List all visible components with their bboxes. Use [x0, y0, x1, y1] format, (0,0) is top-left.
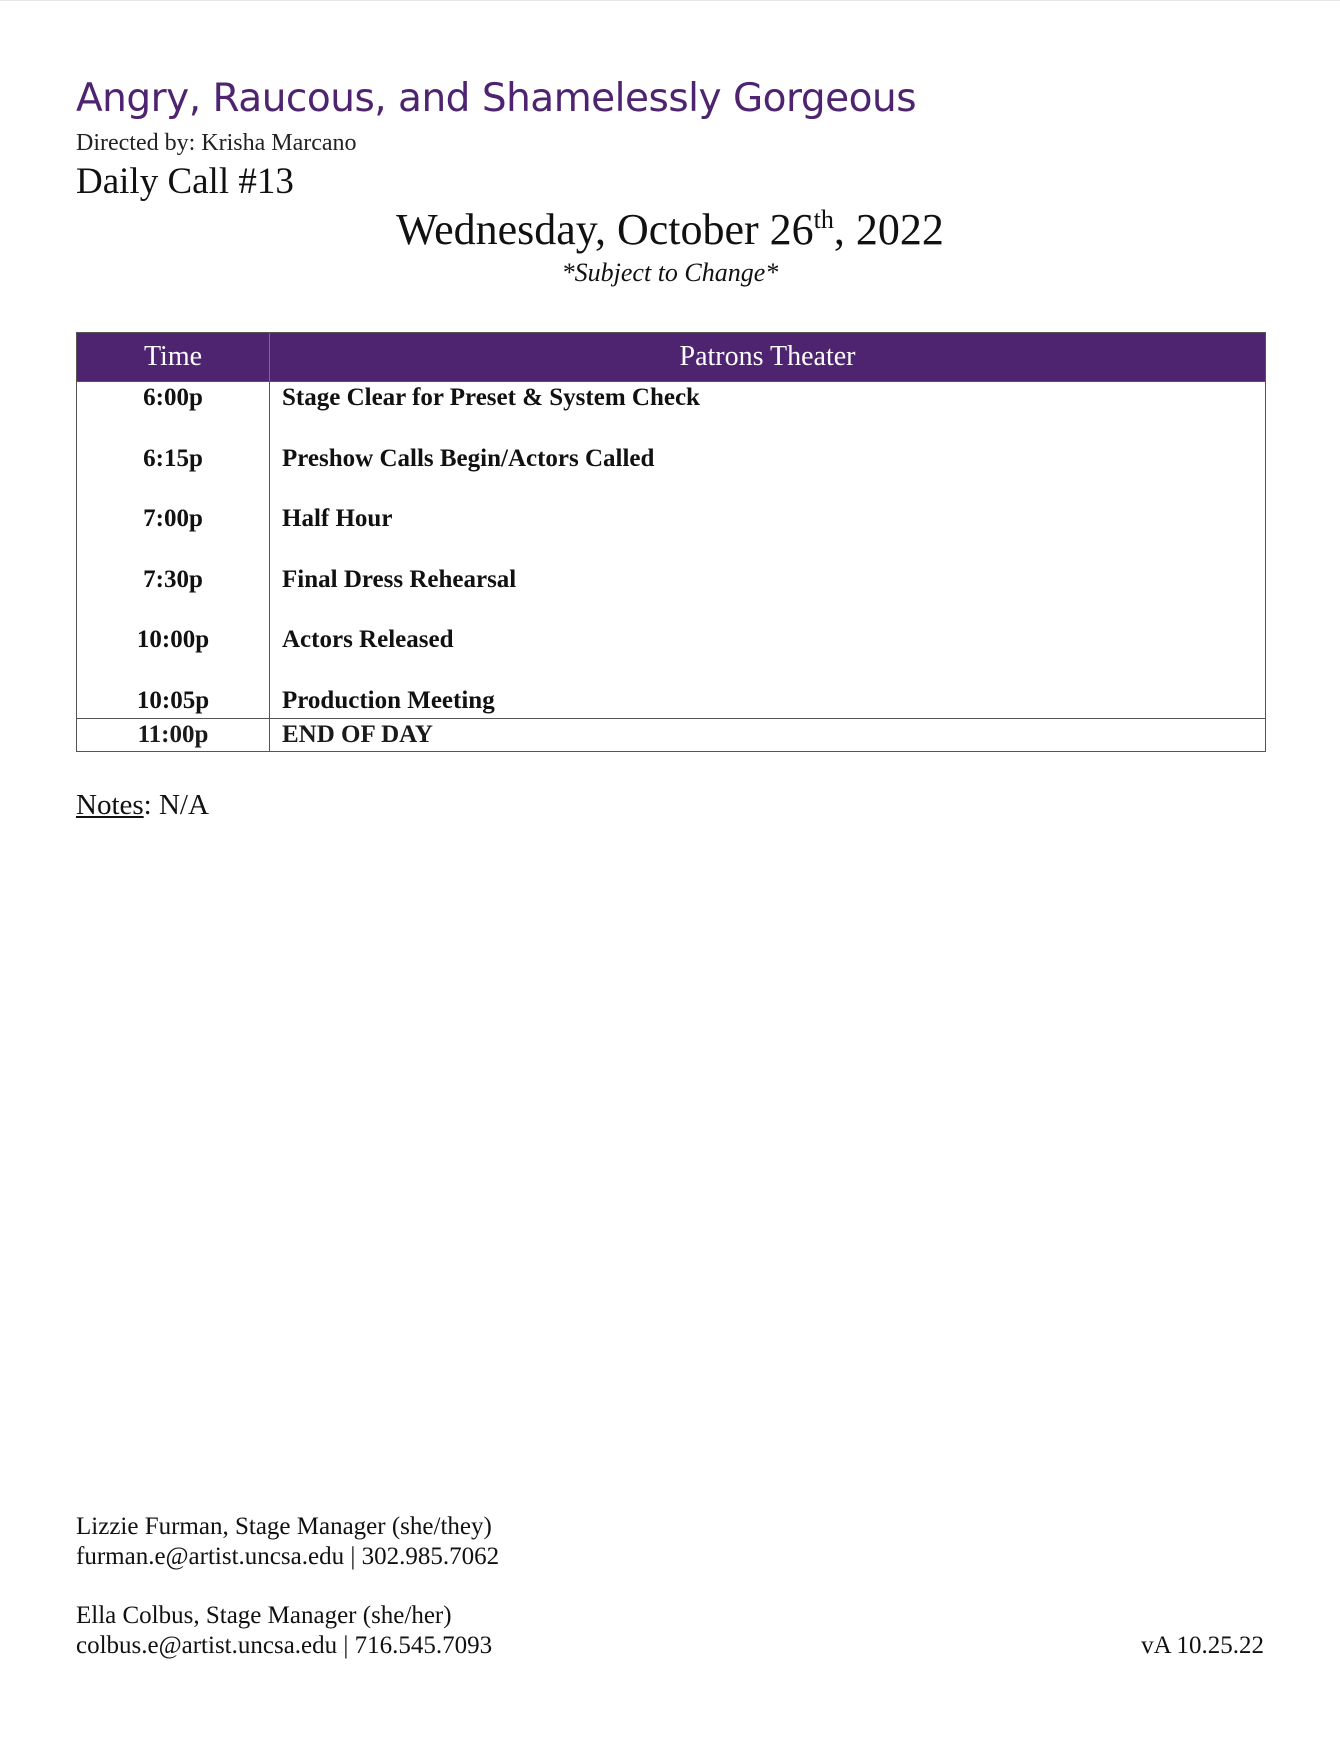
time-cell: 7:00p [143, 505, 203, 532]
end-of-day-row [76, 718, 1266, 752]
call-date-year: , 2022 [833, 205, 944, 254]
notes-value: : N/A [143, 789, 209, 821]
call-date [0, 204, 1340, 255]
event-cell: Half Hour [282, 505, 393, 532]
location-column-header: Patrons Theater [679, 341, 856, 372]
end-event-cell: END OF DAY [282, 720, 433, 748]
director-line: Directed by: Krisha Marcano [76, 130, 357, 156]
show-title: Angry, Raucous, and Shamelessly Gorgeous [76, 76, 917, 121]
time-column-header: Time [77, 333, 270, 381]
event-cell: Final Dress Rehearsal [282, 565, 517, 593]
time-cell: 7:30p [143, 565, 203, 593]
events-column [270, 382, 1265, 718]
schedule-body [76, 382, 1266, 718]
times-column [77, 382, 270, 718]
version-label: vA 10.25.22 [1141, 1632, 1264, 1659]
contact-name: Lizzie Furman, Stage Manager (she/they) [76, 1513, 492, 1540]
time-cell: 6:15p [143, 444, 203, 472]
contact-info: colbus.e@artist.uncsa.edu | 716.545.7093 [76, 1632, 493, 1659]
contact-name: Ella Colbus, Stage Manager (she/her) [76, 1602, 452, 1629]
call-date-main: Wednesday, October 26 [396, 205, 814, 254]
end-time-cell: 11:00p [77, 719, 270, 751]
notes-label: Notes [76, 789, 144, 821]
event-cell: Production Meeting [282, 686, 495, 714]
time-cell: 10:00p [136, 626, 210, 653]
contact-block [76, 1512, 499, 1572]
time-cell: 6:00p [143, 384, 203, 411]
event-cell: Actors Released [282, 626, 454, 653]
subject-to-change: *Subject to Change* [561, 258, 779, 287]
contact-info: furman.e@artist.uncsa.edu | 302.985.7062 [76, 1543, 500, 1570]
time-cell: 10:05p [136, 686, 210, 714]
schedule-header-row [76, 332, 1266, 382]
notes-line [76, 789, 209, 822]
contact-block [76, 1601, 492, 1661]
event-cell: Preshow Calls Begin/Actors Called [282, 444, 655, 472]
schedule-table [76, 332, 1266, 752]
call-date-suffix: th [813, 205, 834, 234]
daily-call-number: Daily Call #13 [76, 161, 294, 202]
event-cell: Stage Clear for Preset & System Check [282, 384, 700, 411]
page-top-border [0, 0, 1340, 1]
